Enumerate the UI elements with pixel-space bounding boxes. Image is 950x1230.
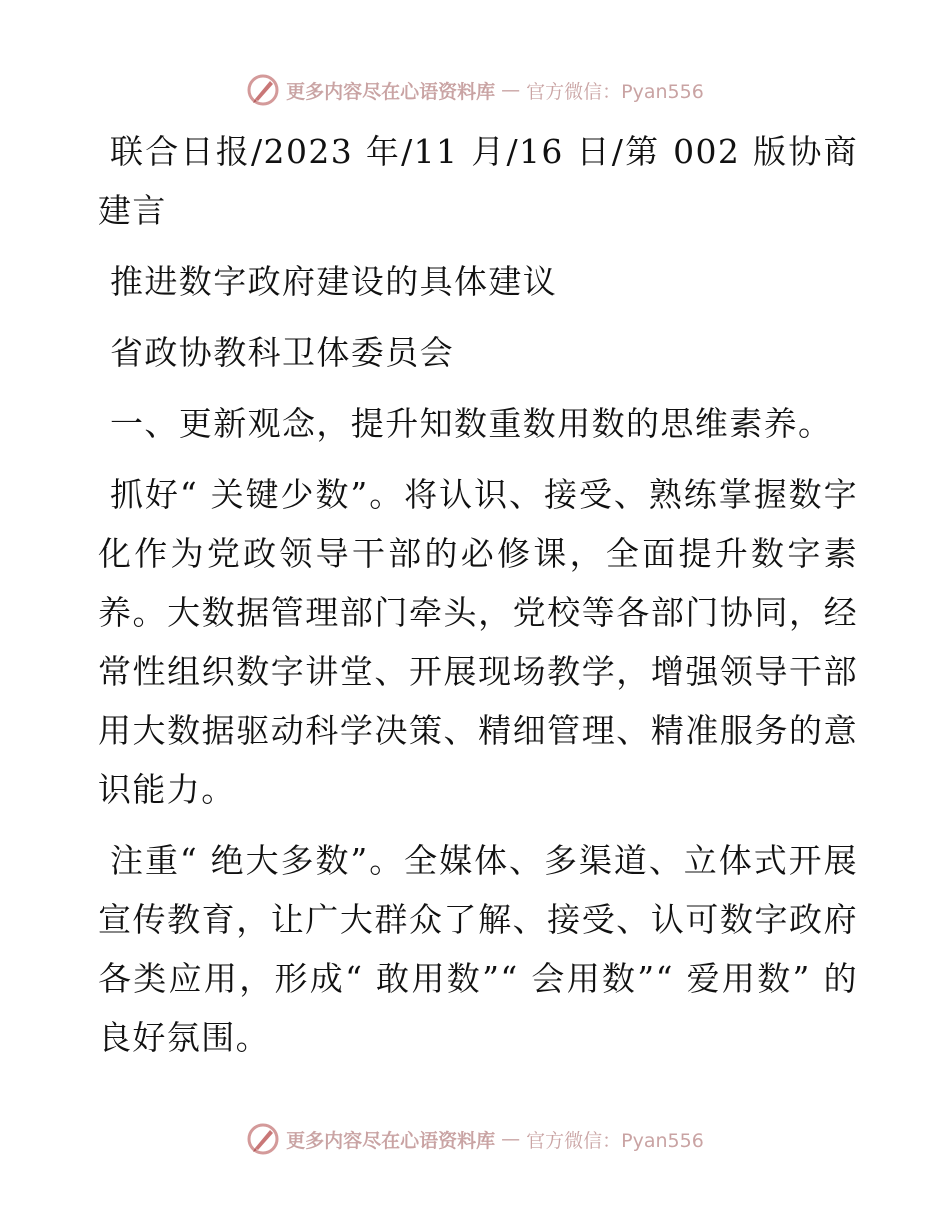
quill-logo-icon xyxy=(246,73,280,107)
watermark-bottom xyxy=(0,1119,950,1159)
watermark-top xyxy=(0,70,950,110)
watermark-text: 更多内容尽在心语资料库 xyxy=(286,1129,496,1152)
paragraph-2: 注重“ 绝大多数”。全媒体、多渠道、立体式开展宣传教育，让广大群众了解、接受、认可数字政府各类应用，形成“ 敢用数”“ 会用数”“ 爱用数” 的良好氛围。 xyxy=(98,841,858,1057)
watermark-dash: — xyxy=(501,79,521,101)
watermark-text: 更多内容尽在心语资料库 xyxy=(286,80,496,103)
quill-logo-icon xyxy=(246,1122,280,1156)
section-heading: 一、更新观念，提升知数重数用数的思维素养。 xyxy=(110,404,833,443)
document-organization: 省政协教科卫体委员会 xyxy=(110,333,454,372)
watermark-inner xyxy=(246,1122,704,1156)
document-header: 联合日报/2023 年/11 月/16 日/第 002 版协商建言 xyxy=(98,132,858,230)
watermark-wechat: 官方微信：Pyan556 xyxy=(526,1129,704,1152)
paragraph-1: 抓好“ 关键少数”。将认识、接受、熟练掌握数字化作为党政领导干部的必修课，全面提升数字素养。大数据管理部门牵头，党校等各部门协同，经常性组织数字讲堂、开展现场教学，增强领导干部用大数据驱动科学决策、精细管理、精准服务的意识能力。 xyxy=(98,475,858,809)
document-body xyxy=(98,122,858,1079)
watermark-dash: — xyxy=(501,1128,521,1150)
document-title: 推进数字政府建设的具体建议 xyxy=(110,262,558,301)
watermark-wechat: 官方微信：Pyan556 xyxy=(526,80,704,103)
watermark-inner xyxy=(246,73,704,107)
